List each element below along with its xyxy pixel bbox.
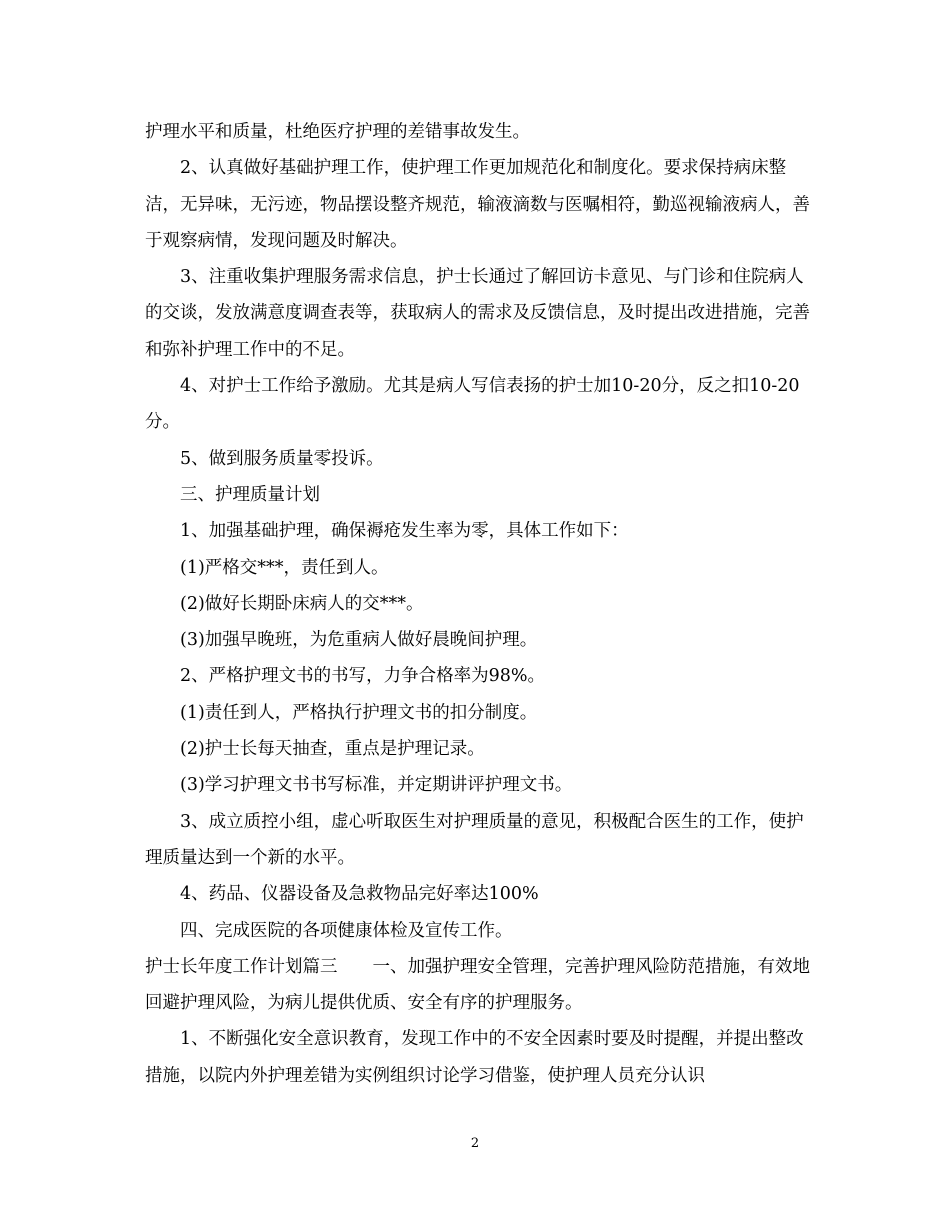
paragraph: 护士长年度工作计划篇三 一、加强护理安全管理，完善护理风险防范措施，有效地回避护理风险，为病儿提供优质、安全有序的护理服务。 [145, 956, 810, 1014]
body-text [145, 114, 810, 1094]
paragraph: 4、对护士工作给予激励。尤其是病人写信表扬的护士加10-20分，反之扣10-20分。 [145, 376, 800, 433]
list-item: (1)严格交***，责任到人。 [180, 557, 389, 578]
section-heading: 三、护理质量计划 [180, 484, 320, 505]
paragraph: 1、不断强化安全意识教育，发现工作中的不安全因素时要及时提醒，并提出整改措施，以院内外护理差错为实例组织讨论学习借鉴，使护理人员充分认识 [145, 1029, 804, 1086]
list-item: (2)做好长期卧床病人的交***。 [180, 593, 424, 614]
paragraph: 5、做到服务质量零投诉。 [180, 448, 384, 469]
paragraph: 护理水平和质量，杜绝医疗护理的差错事故发生。 [145, 122, 530, 142]
list-item: (2)护士长每天抽查，重点是护理记录。 [180, 739, 485, 760]
paragraph: 3、成立质控小组，虚心听取医生对护理质量的意见，积极配合医生的工作，使护理质量达到一个新的水平。 [145, 811, 804, 868]
list-item: (1)责任到人，严格执行护理文书的扣分制度。 [180, 702, 538, 723]
list-item: (3)学习护理文书书写标准，并定期讲评护理文书。 [180, 775, 573, 796]
page-number: 2 [470, 1136, 480, 1151]
list-item: (3)加强早晚班，为危重病人做好晨晚间护理。 [180, 630, 538, 651]
paragraph: 4、药品、仪器设备及急救物品完好率达100% [180, 884, 539, 905]
paragraph: 2、认真做好基础护理工作，使护理工作更加规范化和制度化。要求保持病床整洁，无异味，无污迹，物品摆设整齐规范，输液滴数与医嘱相符，勤巡视输液病人，善于观察病情，发现问题及时解决。 [145, 158, 810, 251]
paragraph: 3、注重收集护理服务需求信息，护士长通过了解回访卡意见、与门诊和住院病人的交谈，发放满意度调查表等，获取病人的需求及反馈信息，及时提出改进措施，完善和弥补护理工作中的不足。 [145, 267, 810, 360]
section-heading: 四、完成医院的各项健康体检及宣传工作。 [180, 920, 513, 941]
paragraph: 2、严格护理文书的书写，力争合格率为98%。 [180, 666, 546, 687]
paragraph: 1、加强基础护理，确保褥疮发生率为零，具体工作如下： [180, 521, 629, 542]
